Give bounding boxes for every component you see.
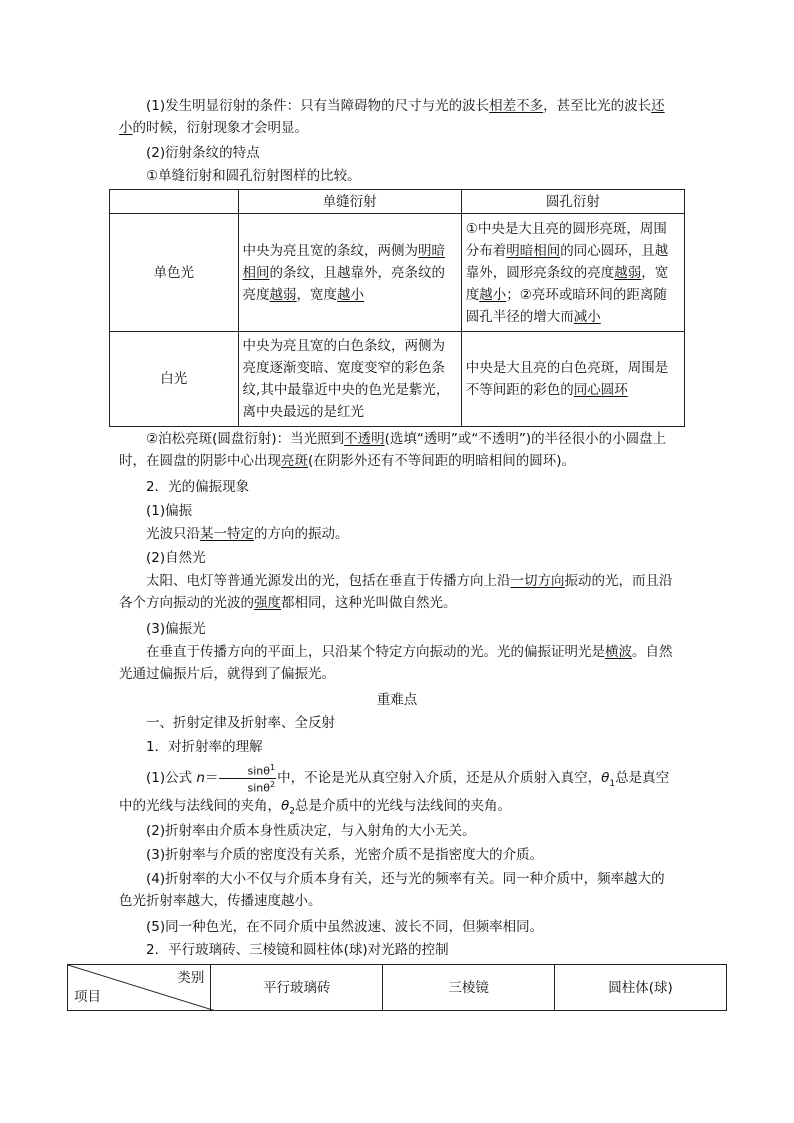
table-row-monochromatic bbox=[110, 214, 685, 332]
paragraph-index-4: (4)折射率的大小不仅与介质本身有关，还与光的频率有关。同一种介质中，频率越大的色光折射率越大，传播速度越小。 bbox=[119, 871, 665, 909]
light-path-table bbox=[67, 964, 727, 1011]
heading-polarization: 2．光的偏振现象 bbox=[146, 479, 250, 495]
table2-header-cylinder: 圆柱体(球) bbox=[555, 965, 727, 1011]
paragraph-poisson-spot: ②泊松亮斑(圆盘衍射)：当光照到不透明(选填“透明”或“不透明”)的半径很小的小圆盘上时，在圆盘的阴影中心出现亮斑(在阴影外还有不等间距的明暗相间的圆环)。 bbox=[119, 431, 667, 469]
cell-circular-hole-monochromatic: ①中央是大且亮的圆形亮斑，周围分布着明暗相间的同心圆环，且越靠外，圆形亮条纹的亮度越弱，宽度越小；②亮环或暗环间的距离随圆孔半径的增大而减小 bbox=[461, 214, 684, 332]
table-row-white-light bbox=[110, 332, 685, 427]
table2-header-parallel-glass: 平行玻璃砖 bbox=[211, 965, 383, 1011]
refractive-index-fraction: $\frac{\sin\theta^1}{\sin\theta^2}$ bbox=[219, 762, 276, 794]
paragraph-fringe-features: (2)衍射条纹的特点 bbox=[146, 145, 260, 161]
table-header-row bbox=[110, 190, 685, 214]
table-corner-cell bbox=[110, 190, 239, 214]
diffraction-comparison-table bbox=[109, 189, 685, 427]
heading-refraction: 一、折射定律及折射率、全反射 bbox=[146, 715, 335, 731]
table-header-single-slit: 单缝衍射 bbox=[238, 190, 461, 214]
paragraph-comparison-intro: ①单缝衍射和圆孔衍射图样的比较。 bbox=[146, 168, 361, 184]
row-head-white-light: 白光 bbox=[110, 332, 239, 427]
paragraph-index-5: (5)同一种色光，在不同介质中虽然波速、波长不同，但频率相同。 bbox=[146, 919, 544, 935]
heading-light-path-control: 2．平行玻璃砖、三棱镜和圆柱体(球)对光路的控制 bbox=[146, 942, 449, 958]
paragraph-natural-light: 太阳、电灯等普通光源发出的光，包括在垂直于传播方向上沿一切方向振动的光，而且沿各个方向振动的光波的强度都相同，这种光叫做自然光。 bbox=[119, 573, 673, 611]
diag-category-label: 类别 bbox=[177, 970, 205, 986]
table-header-circular-hole: 圆孔衍射 bbox=[461, 190, 684, 214]
table2-diagonal-cell bbox=[68, 965, 211, 1011]
paragraph-diffraction-condition: (1)发生明显衍射的条件：只有当障碍物的尺寸与光的波长相差不多，甚至比光的波长还小的时候，衍射现象才会明显。 bbox=[119, 98, 665, 136]
heading-refractive-index: 1．对折射率的理解 bbox=[146, 739, 263, 755]
table2-header-prism: 三棱镜 bbox=[383, 965, 555, 1011]
heading-natural-light: (2)自然光 bbox=[146, 550, 206, 566]
paragraph-formula: (1)公式 n＝ $\frac{\sin\theta^1}{\sin\theta^2}$ 中，不论是光从真空射入介质，还是从介质射入真空，$\theta_1$总是真空中的光线与法线间的夹角，$\theta_2$总是介质中的光线与法线间的夹角。 bbox=[119, 763, 670, 817]
table2-header-row bbox=[68, 965, 727, 1011]
cell-circular-hole-white: 中央是大且亮的白色亮斑，周围是不等间距的彩色的同心圆环 bbox=[461, 332, 684, 427]
paragraph-polarization-def: 光波只沿某一特定的方向的振动。 bbox=[146, 526, 349, 542]
paragraph-polarized-light: 在垂直于传播方向的平面上，只沿某个特定方向振动的光。光的偏振证明光是横波。自然光通过偏振片后，就得到了偏振光。 bbox=[119, 644, 673, 682]
heading-polarized-light: (3)偏振光 bbox=[146, 621, 206, 637]
heading-polarization-1: (1)偏振 bbox=[146, 503, 193, 519]
cell-single-slit-white: 中央为亮且宽的白色条纹，两侧为亮度逐渐变暗、宽度变窄的彩色条纹,其中最靠近中央的色光是紫光，离中央最远的是红光 bbox=[238, 332, 461, 427]
cell-single-slit-monochromatic: 中央为亮且宽的条纹，两侧为明暗相间的条纹，且越靠外，亮条纹的亮度越弱，宽度越小 bbox=[238, 214, 461, 332]
row-head-monochromatic: 单色光 bbox=[110, 214, 239, 332]
paragraph-index-3: (3)折射率与介质的密度没有关系，光密介质不是指密度大的介质。 bbox=[146, 847, 544, 863]
paragraph-index-2: (2)折射率由介质本身性质决定，与入射角的大小无关。 bbox=[146, 823, 476, 839]
diag-item-label: 项目 bbox=[74, 989, 101, 1005]
section-title: 重难点 bbox=[376, 692, 418, 708]
